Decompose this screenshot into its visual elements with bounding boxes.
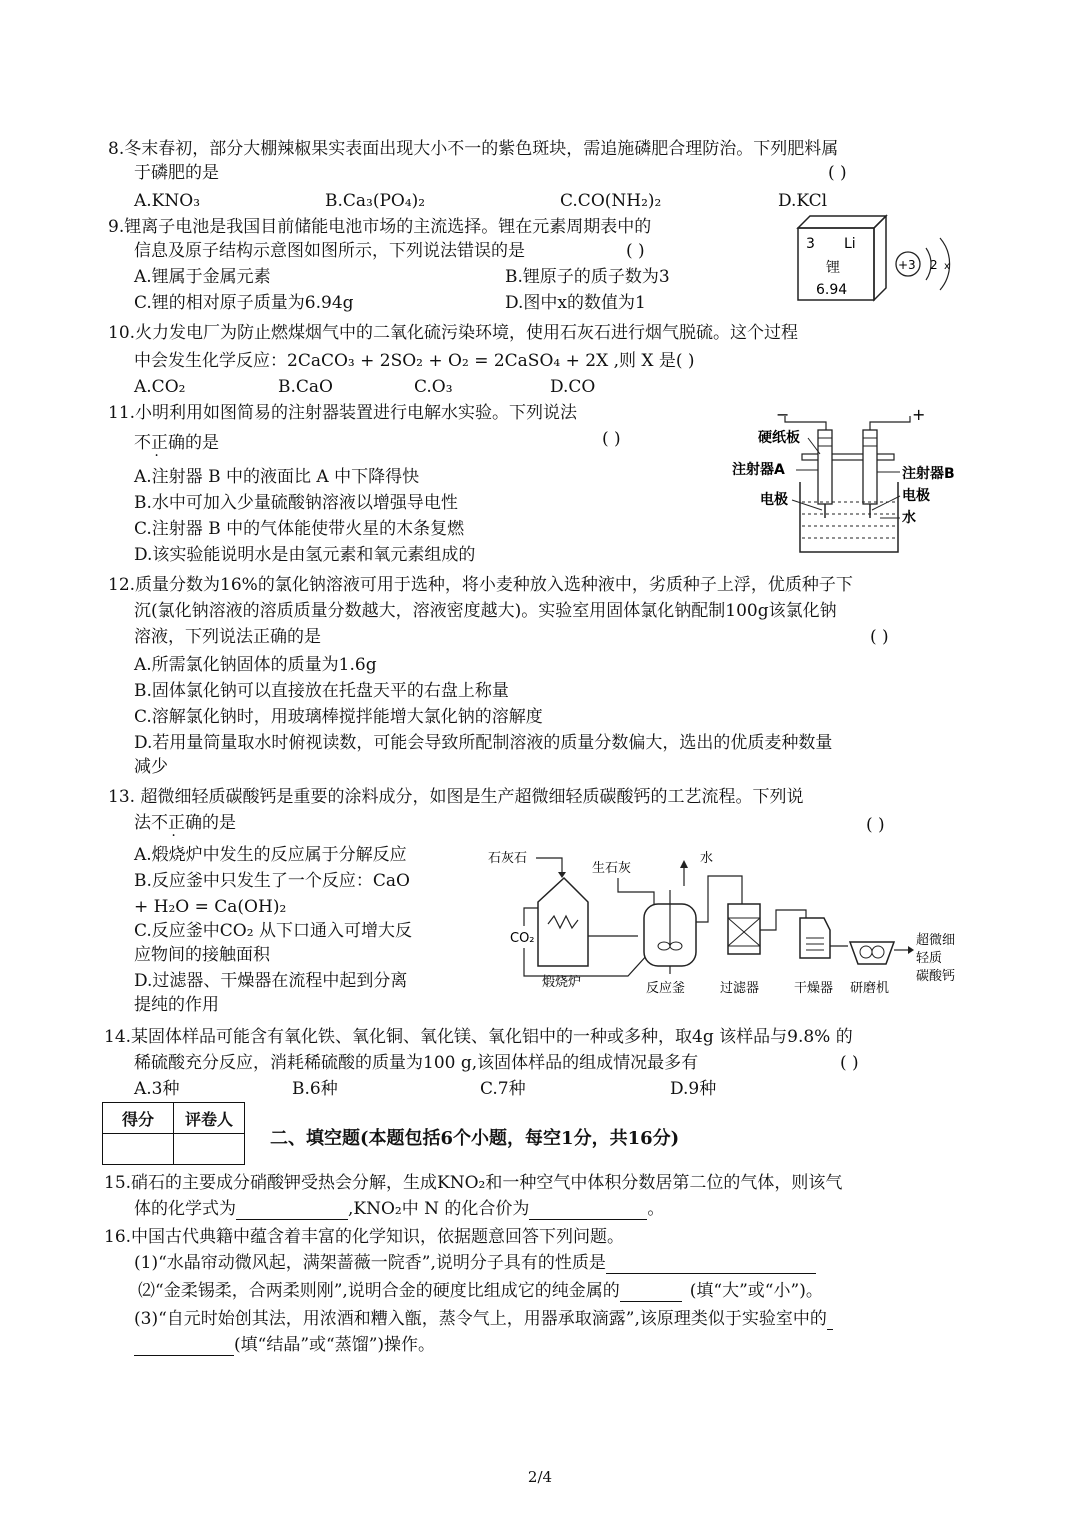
element-symbol: Li xyxy=(844,236,856,252)
q14-option-b: B.6种 xyxy=(292,1079,338,1099)
section-2-heading: 二、填空题(本题包括6个小题，每空1分，共16分) xyxy=(270,1128,680,1149)
q11-stem-line2: 不正确的是 xyxy=(134,433,219,453)
q8-option-a: A.KNO₃ xyxy=(134,191,201,211)
q11-option-a: A.注射器 B 中的液面比 A 中下降得快 xyxy=(134,467,420,487)
score-label: 得分 xyxy=(103,1103,174,1134)
q12-option-d-line1: D.若用量筒量取水时俯视读数，可能会导致所配制溶液的质量分数偏大，选出的优质麦种数量 xyxy=(134,733,833,753)
q15-stem-line1: 15.硝石的主要成分硝酸钾受热会分解，生成KNO₂和一种空气中体积分数居第二位的气体，则该气 xyxy=(104,1173,843,1193)
q12-option-a: A.所需氯化钠固体的质量为1.6g xyxy=(134,655,377,675)
q13-answer-paren: ( ) xyxy=(866,815,885,835)
emphasis-dots: 不正确 xyxy=(151,813,202,833)
q11-option-b: B.水中可加入少量硫酸钠溶液以增强导电性 xyxy=(134,493,458,513)
quicklime-label: 生石灰 xyxy=(592,861,632,876)
q12-answer-paren: ( ) xyxy=(870,627,889,647)
q9-stem-line2: 信息及原子结构示意图如图所示，下列说法错误的是 xyxy=(134,241,525,261)
atomic-number: 3 xyxy=(806,236,815,252)
q14-stem-line1: 14.某固体样品可能含有氧化铁、氧化铜、氧化镁、氧化铝中的一种或多种，取4g 该样品与9.8% 的 xyxy=(104,1027,853,1047)
score-cell[interactable] xyxy=(103,1134,174,1165)
q16-part3-line2: (填“结晶”或“蒸馏”)操作。 xyxy=(134,1334,435,1356)
emphasis-dots: 不正确 xyxy=(134,433,185,453)
q12-option-d-line2: 减少 xyxy=(134,757,168,777)
q10-stem-line2: 中会发生化学反应：2CaCO₃ + 2SO₂ + O₂ = 2CaSO₄ + 2X ,则 X 是( ) xyxy=(134,351,695,371)
q11-option-c: C.注射器 B 中的气体能使带火星的木条复燃 xyxy=(134,519,465,539)
product-label-line2: 轻质 xyxy=(916,951,943,966)
q16-blank-2[interactable] xyxy=(620,1283,682,1302)
q10-option-c: C.O₃ xyxy=(414,377,453,397)
q9-option-d: D.图中x的数值为1 xyxy=(505,293,646,313)
q8-stem-line1: 8.冬末春初，部分大棚辣椒果实表面出现大小不一的紫色斑块，需追施磷肥合理防治。下列肥料属 xyxy=(108,139,839,159)
q14-answer-paren: ( ) xyxy=(840,1053,859,1073)
q16-part3-line1: (3)“自元时始创其法，用浓酒和糟入甑，蒸令气上，用器承取滴露”,该原理类似于实验室中的 xyxy=(134,1308,833,1330)
process-flow-figure xyxy=(488,846,970,1002)
q16-blank-1[interactable] xyxy=(606,1255,816,1274)
q13-option-b-line1: B.反应釜中只发生了一个反应：CaO xyxy=(134,871,410,891)
mill-label: 研磨机 xyxy=(850,981,890,996)
q9-answer-paren: ( ) xyxy=(626,241,645,261)
electrolysis-figure xyxy=(730,402,980,562)
board-label: 硬纸板 xyxy=(758,430,800,446)
q13-stem-line1: 13. 超微细轻质碳酸钙是重要的涂料成分，如图是生产超微细轻质碳酸钙的工艺流程。下列说 xyxy=(108,787,804,807)
q10-stem-line1: 10.火力发电厂为防止燃煤烟气中的二氧化硫污染环境，使用石灰石进行烟气脱硫。这个过程 xyxy=(108,323,799,343)
q10-option-a: A.CO₂ xyxy=(134,377,186,397)
q9-option-b: B.锂原子的质子数为3 xyxy=(505,267,670,287)
dryer-label: 干燥器 xyxy=(794,981,834,996)
q12-option-c: C.溶解氯化钠时，用玻璃棒搅拌能增大氯化钠的溶解度 xyxy=(134,707,543,727)
q13-option-b-line2: + H₂O = Ca(OH)₂ xyxy=(134,897,287,917)
q10-option-b: B.CaO xyxy=(278,377,333,397)
q12-stem-line3: 溶液，下列说法正确的是 xyxy=(134,627,321,647)
q11-stem-line1: 11.小明利用如图简易的注射器装置进行电解水实验。下列说法 xyxy=(108,403,578,423)
q8-answer-paren: ( ) xyxy=(828,163,847,183)
q16-part1: (1)“水晶帘动微风起，满架蔷薇一院香”,说明分子具有的性质是 xyxy=(134,1252,816,1274)
q14-option-d: D.9种 xyxy=(670,1079,717,1099)
q12-stem-line1: 12.质量分数为16%的氯化钠溶液可用于选种，将小麦种放入选种液中，劣质种子上浮，优质种子下 xyxy=(108,575,853,595)
element-name: 锂 xyxy=(826,260,840,276)
water-input-label: 水 xyxy=(700,851,714,866)
grader-cell[interactable] xyxy=(174,1134,245,1165)
q12-stem-line2: 沉(氯化钠溶液的溶质质量分数越大，溶液密度越大)。实验室用固体氯化钠配制100g该氯化钠 xyxy=(134,601,837,621)
q13-option-d-line2: 提纯的作用 xyxy=(134,995,219,1015)
q15-blank-1[interactable] xyxy=(236,1201,348,1220)
q14-stem-line2: 稀硫酸充分反应，消耗稀硫酸的质量为100 g,该固体样品的组成情况最多有 xyxy=(134,1053,699,1073)
q14-option-a: A.3种 xyxy=(134,1079,180,1099)
q10-option-d: D.CO xyxy=(550,377,596,397)
q16-part2: ⑵“金柔锡柔，合两柔则刚”,说明合金的硬度比组成它的纯金属的 (填“大”或“小”)。 xyxy=(138,1281,823,1301)
q15-stem-line2: 体的化学式为 ,KNO₂中 N 的化合价为 。 xyxy=(134,1199,665,1219)
q11-answer-paren: ( ) xyxy=(602,429,621,449)
q12-option-b: B.固体氯化钠可以直接放在托盘天平的右盘上称量 xyxy=(134,681,509,701)
product-label-line1: 超微细 xyxy=(916,933,956,948)
water-label: 水 xyxy=(902,510,916,526)
q16-stem: 16.中国古代典籍中蕴含着丰富的化学知识，依据题意回答下列问题。 xyxy=(104,1227,625,1247)
syringe-a-label: 注射器A xyxy=(732,462,785,478)
minus-sign: − xyxy=(776,405,790,424)
q8-option-c: C.CO(NH₂)₂ xyxy=(560,191,662,211)
page-number: 2/4 xyxy=(527,1468,553,1486)
q13-option-c-line2: 应物间的接触面积 xyxy=(134,945,270,965)
electrode-right-label: 电极 xyxy=(902,488,930,504)
q9-option-a: A.锂属于金属元素 xyxy=(134,267,271,287)
product-label-line3: 碳酸钙 xyxy=(916,969,956,984)
q8-stem-line2: 于磷肥的是 xyxy=(134,163,219,183)
q11-option-d: D.该实验能说明水是由氢元素和氧元素组成的 xyxy=(134,545,476,565)
atomic-mass: 6.94 xyxy=(816,282,848,298)
q9-stem-line1: 9.锂离子电池是我国目前储能电池市场的主流选择。锂在元素周期表中的 xyxy=(108,217,652,237)
furnace-label: 煅烧炉 xyxy=(542,975,582,990)
electrode-left-label: 电极 xyxy=(760,492,788,508)
score-table xyxy=(102,1102,245,1165)
plus-sign: + xyxy=(912,405,926,424)
shell1-electrons: 2 xyxy=(930,258,938,272)
syringe-b-label: 注射器B xyxy=(902,466,955,482)
lithium-element-figure xyxy=(790,210,980,302)
filter-label: 过滤器 xyxy=(720,981,760,996)
shell2-electrons: x xyxy=(944,261,950,272)
q13-stem-line2: 法不正确的是 xyxy=(134,813,236,833)
q13-option-a: A.煅烧炉中发生的反应属于分解反应 xyxy=(134,845,407,865)
q13-option-d-line1: D.过滤器、干燥器在流程中起到分离 xyxy=(134,971,408,991)
limestone-label: 石灰石 xyxy=(488,851,528,866)
q13-option-c-line1: C.反应釜中CO₂ 从下口通入可增大反 xyxy=(134,921,412,941)
q16-blank-3[interactable] xyxy=(134,1337,234,1356)
nucleus-charge: +3 xyxy=(898,258,916,272)
reactor-label: 反应釜 xyxy=(646,981,686,996)
q8-option-b: B.Ca₃(PO₄)₂ xyxy=(325,191,426,211)
q9-option-c: C.锂的相对原子质量为6.94g xyxy=(134,293,354,313)
q8-option-d: D.KCl xyxy=(778,191,828,211)
q14-option-c: C.7种 xyxy=(480,1079,526,1099)
co2-label: CO₂ xyxy=(510,931,535,946)
q15-blank-2[interactable] xyxy=(529,1201,647,1220)
grader-label: 评卷人 xyxy=(174,1103,245,1134)
